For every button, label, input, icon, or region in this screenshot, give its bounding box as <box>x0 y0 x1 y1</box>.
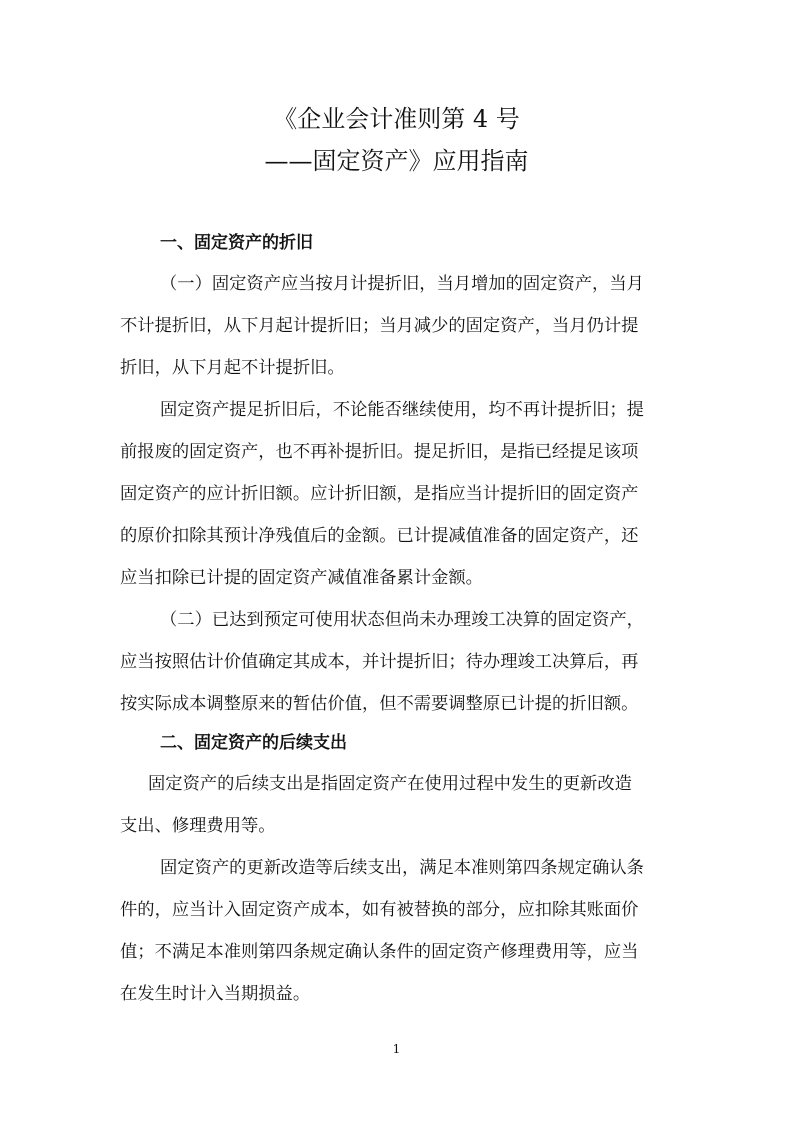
page-number: 1 <box>392 1042 401 1056</box>
text-line: 固定资产的应计折旧额。应计折旧额，是指应当计提折旧的固定资产 <box>120 484 639 504</box>
text-line: 折旧，从下月起不计提折旧。 <box>120 358 345 378</box>
text-line: 件的，应当计入固定资产成本，如有被替换的部分，应扣除其账面价 <box>120 900 639 920</box>
text-line: 固定资产的更新改造等后续支出，满足本准则第四条规定确认条 <box>160 858 644 878</box>
title-line-2: ——固定资产》应用指南 <box>264 147 529 175</box>
text-line: 固定资产的后续支出是指固定资产在使用过程中发生的更新改造 <box>148 774 632 794</box>
text-line: 支出、修理费用等。 <box>120 816 276 836</box>
text-line: （二）已达到预定可使用状态但尚未办理竣工决算的固定资产， <box>160 610 644 630</box>
text-line: 不计提折旧，从下月起计提折旧；当月减少的固定资产，当月仍计提 <box>120 316 639 336</box>
text-line: 固定资产提足折旧后，不论能否继续使用，均不再计提折旧；提 <box>160 400 644 420</box>
text-line: 的原价扣除其预计净残值后的金额。已计提减值准备的固定资产，还 <box>120 526 639 546</box>
text-line: （一）固定资产应当按月计提折旧，当月增加的固定资产，当月 <box>160 274 644 294</box>
text-line: 应当扣除已计提的固定资产减值准备累计金额。 <box>120 568 483 588</box>
text-line: 值；不满足本准则第四条规定确认条件的固定资产修理费用等，应当 <box>120 942 639 962</box>
text-line: 按实际成本调整原来的暂估价值，但不需要调整原已计提的折旧额。 <box>120 694 639 714</box>
text-line: 前报废的固定资产，也不再补提折旧。提足折旧，是指已经提足该项 <box>120 442 639 462</box>
text-line: 在发生时计入当期损益。 <box>120 984 311 1004</box>
text-line: 应当按照估计价值确定其成本，并计提折旧；待办理竣工决算后，再 <box>120 652 639 672</box>
section-heading: 一、固定资产的折旧 <box>160 233 313 253</box>
section-heading: 二、固定资产的后续支出 <box>160 733 347 753</box>
title-line-1: 《企业会计准则第 4 号 <box>273 105 520 133</box>
